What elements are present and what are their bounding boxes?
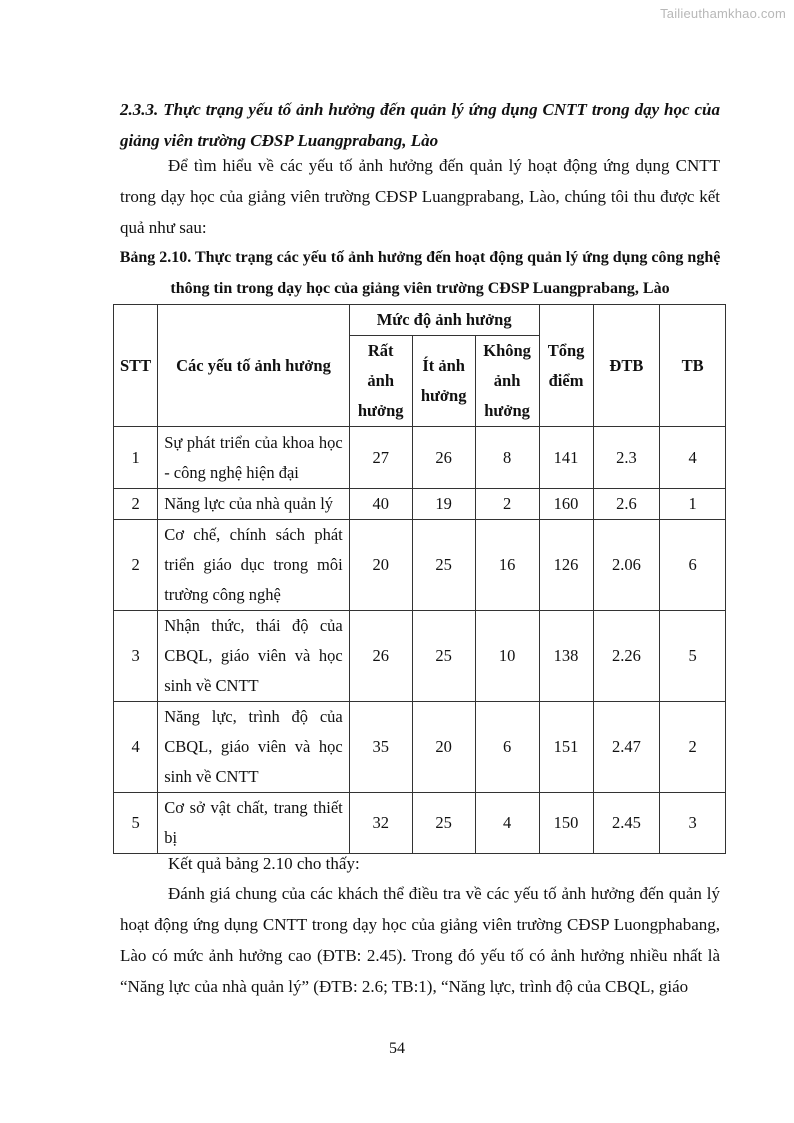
- table-caption: Bảng 2.10. Thực trạng các yếu tố ảnh hưởng đến hoạt động quản lý ứng dụng công nghệ thông tin trong dạy học của giảng viên trường CĐSP Luangprabang, Lào: [119, 249, 721, 297]
- cell-very: 26: [349, 611, 412, 702]
- header-rank: TB: [660, 305, 726, 427]
- cell-stt: 1: [114, 427, 158, 489]
- cell-none: 8: [475, 427, 539, 489]
- cell-none: 16: [475, 520, 539, 611]
- table-row: [114, 793, 726, 854]
- section-heading: 2.3.3. Thực trạng yếu tố ảnh hưởng đến quản lý ứng dụng CNTT trong dạy học của giảng viên trường CĐSP Luangprabang, Lào: [120, 100, 720, 150]
- header-none: Không ảnh hưởng: [475, 336, 539, 427]
- cell-none: 4: [475, 793, 539, 854]
- cell-avg: 2.47: [593, 702, 660, 793]
- cell-very: 40: [349, 489, 412, 520]
- table-header-row: [114, 305, 726, 336]
- cell-factor: Nhận thức, thái độ của CBQL, giáo viên và học sinh về CNTT: [158, 611, 350, 702]
- cell-stt: 4: [114, 702, 158, 793]
- header-stt: STT: [114, 305, 158, 427]
- cell-little: 25: [412, 520, 475, 611]
- cell-avg: 2.26: [593, 611, 660, 702]
- cell-very: 20: [349, 520, 412, 611]
- table-row: [114, 427, 726, 489]
- cell-avg: 2.45: [593, 793, 660, 854]
- cell-little: 26: [412, 427, 475, 489]
- cell-stt: 2: [114, 489, 158, 520]
- header-total: Tổng điểm: [539, 305, 593, 427]
- cell-very: 35: [349, 702, 412, 793]
- cell-factor: Sự phát triển của khoa học - công nghệ hiện đại: [158, 427, 350, 489]
- cell-little: 25: [412, 611, 475, 702]
- cell-stt: 5: [114, 793, 158, 854]
- cell-little: 19: [412, 489, 475, 520]
- cell-stt: 3: [114, 611, 158, 702]
- table-row: [114, 611, 726, 702]
- result-intro: Kết quả bảng 2.10 cho thấy:: [168, 854, 360, 873]
- cell-avg: 2.06: [593, 520, 660, 611]
- cell-factor: Cơ chế, chính sách phát triển giáo dục trong môi trường công nghệ: [158, 520, 350, 611]
- table-row: [114, 702, 726, 793]
- cell-little: 20: [412, 702, 475, 793]
- watermark: Tailieuthamkhao.com: [660, 6, 786, 21]
- cell-rank: 6: [660, 520, 726, 611]
- result-paragraph: Đánh giá chung của các khách thể điều tra về các yếu tố ảnh hưởng đến quản lý hoạt động ứng dụng CNTT trong dạy học của giảng viên trường CĐSP Luongphabang, Lào có mức ảnh hưởng cao (ĐTB: 2.45). Trong đó yếu tố có ảnh hưởng nhiều nhất là “Năng lực của nhà quản lý” (ĐTB: 2.6; TB:1), “Năng lực, trình độ của CBQL, giáo: [120, 884, 720, 996]
- cell-little: 25: [412, 793, 475, 854]
- page-number: 54: [389, 1040, 405, 1057]
- cell-rank: 3: [660, 793, 726, 854]
- cell-stt: 2: [114, 520, 158, 611]
- table-row: [114, 489, 726, 520]
- cell-avg: 2.3: [593, 427, 660, 489]
- cell-factor: Cơ sở vật chất, trang thiết bị: [158, 793, 350, 854]
- cell-factor: Năng lực của nhà quản lý: [158, 489, 350, 520]
- cell-none: 6: [475, 702, 539, 793]
- cell-rank: 1: [660, 489, 726, 520]
- cell-rank: 2: [660, 702, 726, 793]
- cell-none: 2: [475, 489, 539, 520]
- header-factor: Các yếu tố ảnh hưởng: [158, 305, 350, 427]
- factors-table: [113, 304, 726, 854]
- table-body: [114, 427, 726, 854]
- header-level-group: Mức độ ảnh hưởng: [349, 305, 539, 336]
- cell-very: 27: [349, 427, 412, 489]
- cell-none: 10: [475, 611, 539, 702]
- table-row: [114, 520, 726, 611]
- cell-rank: 4: [660, 427, 726, 489]
- cell-total: 150: [539, 793, 593, 854]
- cell-factor: Năng lực, trình độ của CBQL, giáo viên và học sinh về CNTT: [158, 702, 350, 793]
- cell-total: 151: [539, 702, 593, 793]
- cell-rank: 5: [660, 611, 726, 702]
- cell-total: 138: [539, 611, 593, 702]
- header-little: Ít ảnh hưởng: [412, 336, 475, 427]
- cell-total: 141: [539, 427, 593, 489]
- cell-total: 160: [539, 489, 593, 520]
- intro-paragraph: Để tìm hiểu về các yếu tố ảnh hưởng đến quản lý hoạt động ứng dụng CNTT trong dạy học của giảng viên trường CĐSP Luangprabang, Lào, chúng tôi thu được kết quả như sau:: [120, 156, 720, 237]
- cell-total: 126: [539, 520, 593, 611]
- cell-very: 32: [349, 793, 412, 854]
- header-very: Rất ảnh hưởng: [349, 336, 412, 427]
- header-avg: ĐTB: [593, 305, 660, 427]
- cell-avg: 2.6: [593, 489, 660, 520]
